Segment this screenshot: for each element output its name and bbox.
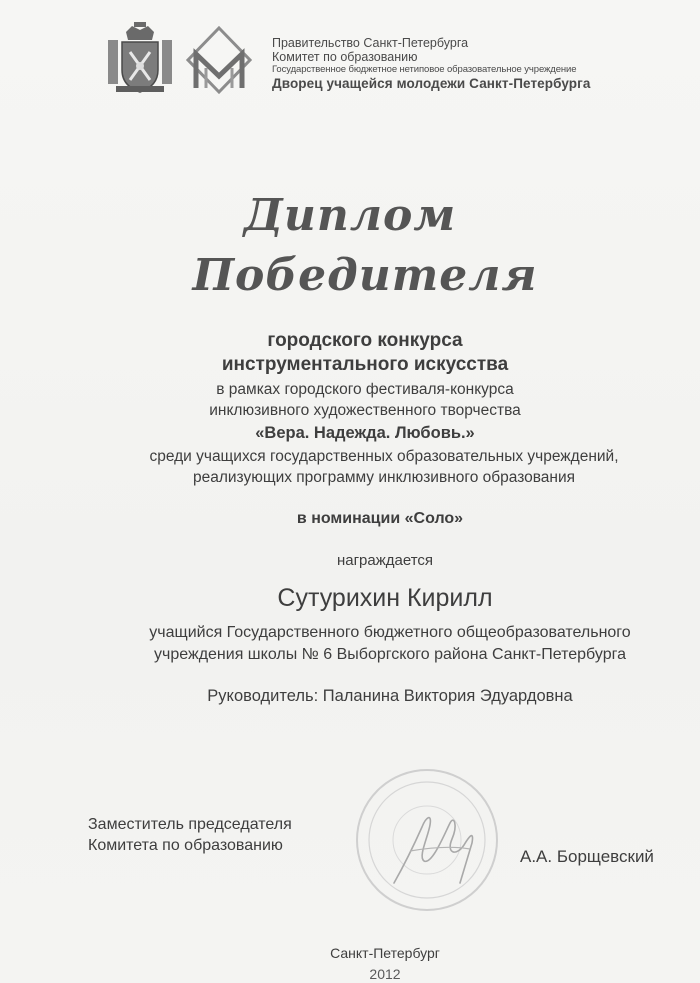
signatory-position-line-2: Комитета по образованию bbox=[88, 836, 283, 854]
diploma-subtitle: Победителя bbox=[192, 250, 538, 301]
footer-year: 2012 bbox=[369, 966, 401, 982]
nomination: в номинации «Соло» bbox=[296, 510, 464, 527]
signatory-position-line-1: Заместитель председателя bbox=[88, 816, 292, 833]
contest-line-2: инструментального искусства bbox=[221, 354, 509, 375]
awarded-label: награждается bbox=[336, 552, 434, 569]
festival-name: «Вера. Надежда. Любовь.» bbox=[255, 424, 475, 442]
recipient-school-line-2: учреждения школы № 6 Выборгского района Санкт-Петербурга bbox=[154, 646, 626, 663]
header-organization bbox=[272, 36, 672, 91]
participants-line-1: среди учащихся государственных образовательных учреждений, bbox=[149, 448, 619, 465]
supervisor: Руководитель: Паланина Виктория Эдуардовна bbox=[207, 687, 573, 705]
signatory-name: А.А. Борщевский bbox=[520, 847, 654, 866]
recipient-school-line-1: учащийся Государственного бюджетного общеобразовательного bbox=[149, 624, 631, 641]
header-committee: Комитет по образованию bbox=[272, 50, 418, 65]
participants-line-2: реализующих программу инклюзивного образования bbox=[192, 469, 576, 486]
frame-line-2: инклюзивного художественного творчества bbox=[209, 402, 521, 419]
header-government: Правительство Санкт-Петербурга bbox=[272, 36, 469, 50]
header-institution-type: Государственное бюджетное нетиповое образовательное учреждение bbox=[272, 63, 577, 75]
header-institution-name: Дворец учащейся молодежи Санкт-Петербурга bbox=[272, 75, 591, 91]
contest-line-1: городского конкурса bbox=[267, 330, 463, 351]
signatory-position bbox=[88, 815, 292, 857]
stamp-seal bbox=[352, 765, 502, 915]
footer-city: Санкт-Петербург bbox=[330, 945, 440, 961]
organization-logo-icon bbox=[186, 26, 252, 96]
frame-line-1: в рамках городского фестиваля-конкурса bbox=[216, 381, 514, 398]
diploma-title: Диплом bbox=[243, 190, 457, 241]
recipient-name: Сутурихин Кирилл bbox=[277, 584, 493, 612]
coat-of-arms-icon bbox=[106, 22, 174, 98]
